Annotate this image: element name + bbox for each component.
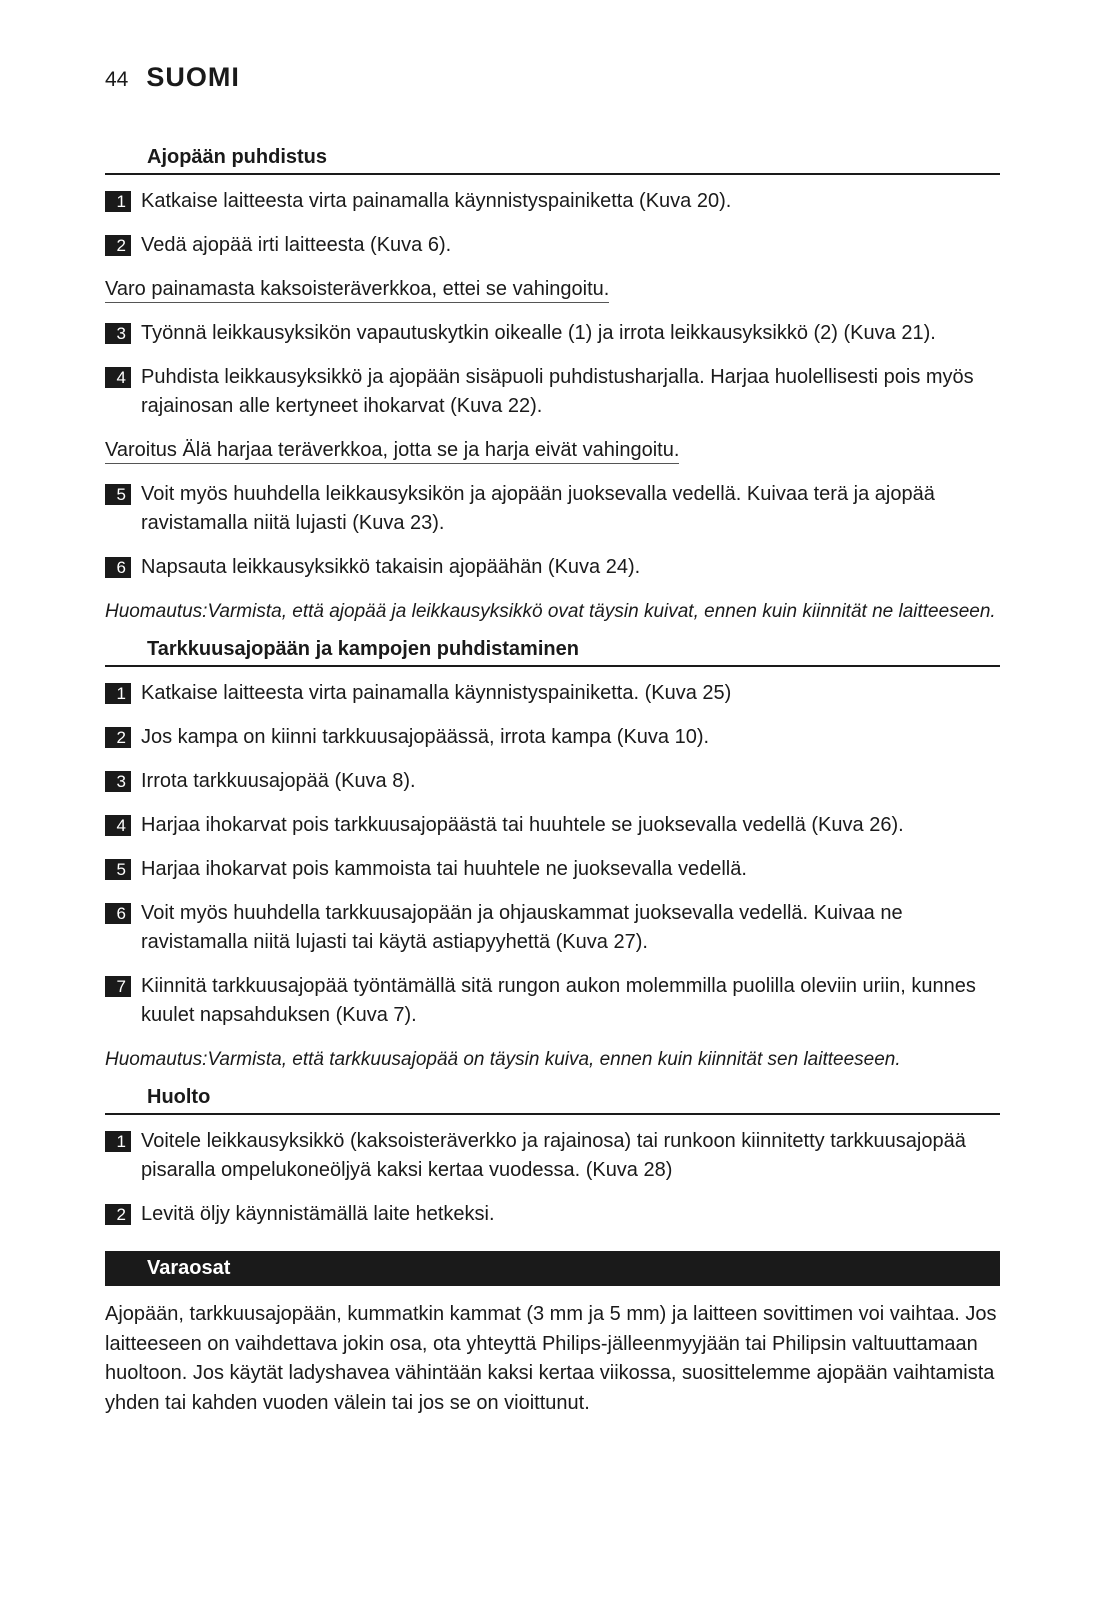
step-text: Levitä öljy käynnistämällä laite hetkeksi. xyxy=(141,1203,495,1225)
sections xyxy=(105,146,1000,1229)
section-heading: Ajopään puhdistus xyxy=(105,146,1000,175)
step-number: 2 xyxy=(105,235,131,256)
step-number: 4 xyxy=(105,367,131,388)
step-item xyxy=(105,1200,1000,1229)
step-number: 1 xyxy=(105,683,131,704)
step-item xyxy=(105,553,1000,582)
step-number: 1 xyxy=(105,191,131,212)
spare-parts-heading: Varaosat xyxy=(105,1251,1000,1286)
step-item xyxy=(105,679,1000,708)
step-number: 6 xyxy=(105,557,131,578)
step-text: Irrota tarkkuusajopää (Kuva 8). xyxy=(141,770,416,792)
step-text: Jos kampa on kiinni tarkkuusajopäässä, irrota kampa (Kuva 10). xyxy=(141,726,710,748)
step-item xyxy=(105,187,1000,216)
page-header xyxy=(105,62,240,93)
step-text: Katkaise laitteesta virta painamalla käynnistyspainiketta. (Kuva 25) xyxy=(141,682,732,704)
warning-text xyxy=(105,275,1000,304)
step-item xyxy=(105,767,1000,796)
step-item xyxy=(105,972,1000,1030)
warning-line: Varo painamasta kaksoisteräverkkoa, ettei se vahingoitu. xyxy=(105,278,609,303)
step-text: Vedä ajopää irti laitteesta (Kuva 6). xyxy=(141,234,452,256)
warning-line: Varoitus Älä harjaa teräverkkoa, jotta se ja harja eivät vahingoitu. xyxy=(105,439,679,464)
step-text: Napsauta leikkausyksikkö takaisin ajopäähän (Kuva 24). xyxy=(141,556,641,578)
page-content xyxy=(105,138,1000,1418)
step-text: Harjaa ihokarvat pois kammoista tai huuhtele ne juoksevalla vedellä. xyxy=(141,858,747,880)
step-number: 6 xyxy=(105,903,131,924)
page-number: 44 xyxy=(105,68,129,91)
step-text: Kiinnitä tarkkuusajopää työntämällä sitä rungon aukon molemmilla puolilla oleviin uriin, kunnes kuulet napsahduksen (Kuva 7). xyxy=(141,975,976,1026)
note-text: Huomautus:Varmista, että tarkkuusajopää on täysin kuiva, ennen kuin kiinnität sen laitteeseen. xyxy=(105,1049,901,1070)
step-item xyxy=(105,319,1000,348)
spare-parts-text: Ajopään, tarkkuusajopään, kummatkin kammat (3 mm ja 5 mm) ja laitteen sovittimen voi vaihtaa. Jos laitteeseen on vaihdettava jokin osa, ota yhteyttä Philips-jälleenmyyjään tai Philipsin valtuuttamaan huoltoon. Jos käytät ladyshavea vähintään kaksi kertaa viikossa, suosittelemme ajopään vaihtamista yhden tai kahden vuoden välein tai jos se on vioittunut. xyxy=(105,1303,997,1414)
step-number: 7 xyxy=(105,976,131,997)
step-number: 3 xyxy=(105,771,131,792)
step-item xyxy=(105,480,1000,538)
step-number: 2 xyxy=(105,1204,131,1225)
step-number: 1 xyxy=(105,1131,131,1152)
step-number: 4 xyxy=(105,815,131,836)
step-text: Voitele leikkausyksikkö (kaksoisteräverkko ja rajainosa) tai runkoon kiinnitetty tarkkuusajopää pisaralla ompelukoneöljyä kaksi kertaa vuodessa. (Kuva 28) xyxy=(141,1130,966,1181)
step-text: Puhdista leikkausyksikkö ja ajopään sisäpuoli puhdistusharjalla. Harjaa huolellisesti pois myös rajainosan alle kertyneet ihokarvat (Kuva 22). xyxy=(141,366,974,417)
note-text: Huomautus:Varmista, että ajopää ja leikkausyksikkö ovat täysin kuivat, ennen kuin kiinnität ne laitteeseen. xyxy=(105,601,996,622)
step-text: Työnnä leikkausyksikön vapautuskytkin oikealle (1) ja irrota leikkausyksikkö (2) (Kuva 21). xyxy=(141,322,936,344)
step-number: 5 xyxy=(105,859,131,880)
step-item xyxy=(105,855,1000,884)
step-number: 3 xyxy=(105,323,131,344)
step-text: Voit myös huuhdella leikkausyksikön ja ajopään juoksevalla vedellä. Kuivaa terä ja ajopää ravistamalla niitä lujasti (Kuva 23). xyxy=(141,483,935,534)
section-heading: Huolto xyxy=(105,1086,1000,1115)
step-item xyxy=(105,1127,1000,1185)
section-heading: Tarkkuusajopään ja kampojen puhdistaminen xyxy=(105,638,1000,667)
step-item xyxy=(105,899,1000,957)
step-item xyxy=(105,231,1000,260)
step-text: Katkaise laitteesta virta painamalla käynnistyspainiketta (Kuva 20). xyxy=(141,190,732,212)
warning-text xyxy=(105,436,1000,465)
step-item xyxy=(105,811,1000,840)
step-text: Harjaa ihokarvat pois tarkkuusajopäästä tai huuhtele se juoksevalla vedellä (Kuva 26). xyxy=(141,814,904,836)
step-number: 5 xyxy=(105,484,131,505)
step-number: 2 xyxy=(105,727,131,748)
step-item xyxy=(105,363,1000,421)
language-title: SUOMI xyxy=(146,62,240,92)
step-item xyxy=(105,723,1000,752)
step-text: Voit myös huuhdella tarkkuusajopään ja ohjauskammat juoksevalla vedellä. Kuivaa ne ravistamalla niitä lujasti tai käytä astiapyyhettä (Kuva 27). xyxy=(141,902,903,953)
